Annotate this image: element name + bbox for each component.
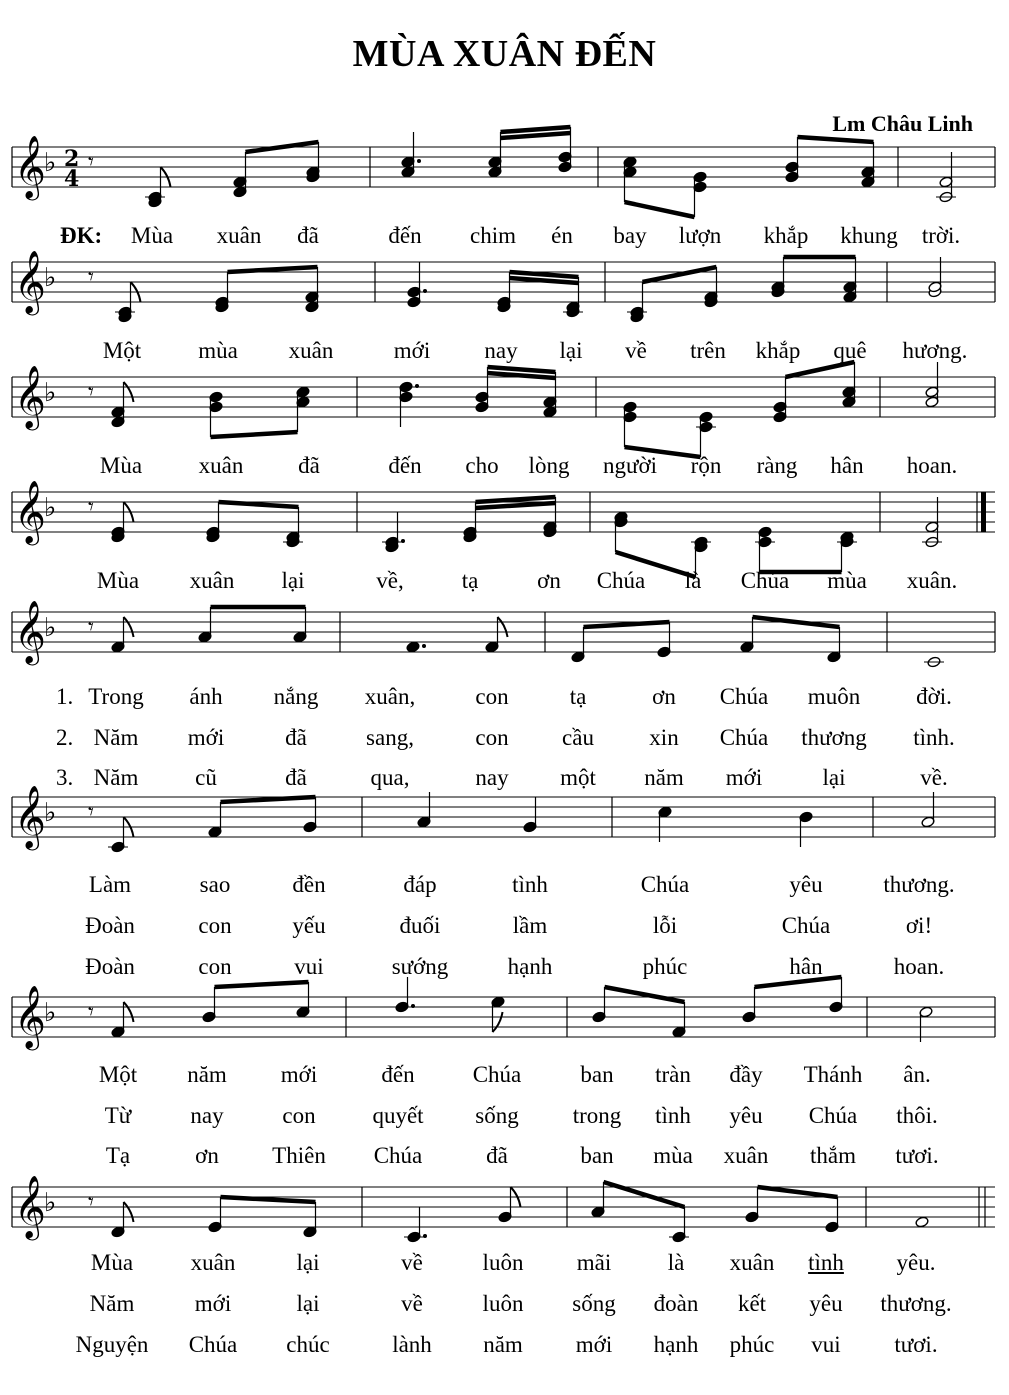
lyric-syllable: năm [644, 765, 684, 790]
dot [422, 644, 426, 648]
lyric-syllable: qua, [370, 765, 410, 790]
notehead [915, 1216, 929, 1228]
lyric-syllable: hân [830, 453, 864, 478]
flat-icon: ♭ [44, 378, 57, 408]
lyric-syllable: kết [737, 1291, 767, 1316]
lyric-syllable: tạ [569, 684, 587, 709]
lyric-syllable: Năm [93, 725, 139, 750]
treble-clef-icon: 𝄞 [14, 365, 46, 428]
lyric-syllable: Chúa [596, 568, 646, 593]
lyric-syllable: xuân [216, 223, 262, 248]
lyric-syllable: lại [281, 568, 305, 593]
lyric-syllable: lượn [678, 223, 722, 248]
lyric-syllable: ơi! [905, 913, 933, 938]
lyric-syllable: người [602, 453, 658, 478]
lyric-syllable: muôn [807, 684, 861, 709]
lyric-syllable: tươi. [895, 1143, 939, 1168]
composer-name: Lm Châu Linh [832, 111, 973, 136]
lyric-syllable: đến [388, 223, 422, 248]
lyric-syllable: yêu [729, 1103, 763, 1128]
treble-clef-icon: 𝄞 [14, 250, 46, 313]
lyric-syllable: xuân. [906, 568, 958, 593]
flag [498, 617, 508, 637]
lyric-syllable: xuân [288, 338, 334, 363]
lyric-syllable: tình [808, 1250, 844, 1275]
dot [423, 1234, 427, 1238]
treble-clef-icon: 𝄞 [14, 135, 46, 198]
lyric-syllable: đền [292, 872, 326, 897]
lyric-syllable: đến [381, 1062, 415, 1087]
lyric-syllable: hân [789, 954, 823, 979]
lyric-syllable: năm [483, 1332, 523, 1357]
lyric-syllable: khắp [763, 223, 809, 248]
lyric-syllable: Chúa [808, 1103, 858, 1128]
flag [124, 617, 134, 637]
verse-number: 3. [56, 765, 74, 790]
lyric-syllable: quê [833, 338, 867, 363]
lyric-syllable: là [667, 1250, 685, 1275]
lyric-syllable: xin [649, 725, 679, 750]
lyric-syllable: Đoàn [85, 913, 135, 938]
time-signature-bottom: 4 [64, 166, 80, 192]
lyric-syllable: cũ [195, 765, 217, 790]
lyric-syllable: xuân [198, 453, 244, 478]
lyric-syllable: ơn [652, 684, 676, 709]
lyric-syllable: về [401, 1250, 423, 1275]
lyric-syllable: phúc [642, 954, 688, 979]
lyric-syllable: con [198, 954, 232, 979]
lyric-syllable: lại [296, 1291, 320, 1316]
lyric-syllable: hương. [902, 338, 968, 363]
dot [401, 539, 405, 543]
lyric-syllable: rộn [690, 453, 722, 478]
lyric-syllable: về, [376, 568, 404, 593]
lyric-syllable: Năm [93, 765, 139, 790]
lyric-syllable: sang, [366, 725, 414, 750]
lyric-syllable: thôi. [896, 1103, 938, 1128]
lyric-syllable: năm [187, 1062, 227, 1087]
lyric-syllable: mới [725, 765, 763, 790]
lyric-syllable: chim [470, 223, 516, 248]
lyric-syllable: chúc [286, 1332, 330, 1357]
lyric-syllable: hạnh [653, 1332, 699, 1357]
lyric-syllable: nay [190, 1103, 224, 1128]
lyric-syllable: ban [580, 1062, 614, 1087]
lyric-syllable: yếu [292, 913, 326, 938]
lyric-syllable: lầm [512, 913, 548, 938]
lyric-syllable: trong [572, 1103, 622, 1128]
lyric-syllable: ơn [195, 1143, 219, 1168]
lyric-syllable: đã [297, 223, 319, 248]
lyric-syllable: Năm [89, 1291, 135, 1316]
lyric-syllable: hoan. [906, 453, 958, 478]
lyric-syllable: thương. [883, 872, 955, 897]
lyric-syllable: Trong [88, 684, 144, 709]
lyric-syllable: Một [102, 338, 142, 363]
beam [643, 267, 717, 282]
lyric-syllable: Chúa [472, 1062, 522, 1087]
beam [211, 432, 298, 437]
lyric-syllable: lỗi [652, 913, 678, 938]
lyric-syllable: Thánh [803, 1062, 863, 1087]
beam [501, 127, 571, 132]
lyric-syllable: ơn [537, 568, 561, 593]
lyric-syllable: đã [285, 765, 307, 790]
notehead [406, 641, 420, 653]
lyric-syllable: Mùa [90, 1250, 134, 1275]
lyric-syllable: Tạ [105, 1143, 131, 1168]
lyric-syllable: xuân [729, 1250, 775, 1275]
lyric-syllable: nay [484, 338, 518, 363]
lyric-syllable: luôn [482, 1250, 524, 1275]
beam [219, 502, 299, 507]
lyric-syllable: tươi. [894, 1332, 938, 1357]
lyric-syllable: con [282, 1103, 316, 1128]
lyric-syllable: lại [822, 765, 846, 790]
song-title: MÙA XUÂN ĐẾN [352, 33, 657, 75]
lyric-syllable: Chúa [640, 872, 690, 897]
lyric-syllable: yêu [789, 872, 823, 897]
lyric-syllable: Một [98, 1062, 138, 1087]
lyric-syllable: thương. [880, 1291, 952, 1316]
lyric-syllable: Thiên [272, 1143, 326, 1168]
lyric-syllable: mùa [198, 338, 238, 363]
dot [415, 384, 419, 388]
lyric-syllable: vui [294, 954, 324, 979]
lyric-syllable: ánh [189, 684, 223, 709]
lyric-syllable: tràn [655, 1062, 691, 1087]
lyric-syllable: khắp [755, 338, 801, 363]
lyric-syllable: phúc [729, 1332, 775, 1357]
beam [605, 987, 685, 1002]
beam [476, 503, 556, 508]
lyric-syllable: tình. [913, 725, 955, 750]
lyric-syllable: đoàn [653, 1291, 699, 1316]
lyric-syllable: yêu [809, 1291, 843, 1316]
beam [758, 1187, 838, 1197]
lyric-syllable: đời. [916, 684, 952, 709]
lyric-syllable: tình [512, 872, 548, 897]
lyric-syllable: vui [811, 1332, 841, 1357]
lyric-syllable: Mùa [96, 568, 140, 593]
lyric-syllable: Đoàn [85, 954, 135, 979]
refrain-label: ĐK: [60, 223, 103, 248]
lyric-syllable: về. [920, 765, 948, 790]
beam [604, 1182, 685, 1207]
lyric-syllable: Chúa [781, 913, 831, 938]
lyric-syllable: ban [580, 1143, 614, 1168]
lyric-syllable: luôn [482, 1291, 524, 1316]
lyric-syllable: sao [199, 872, 231, 897]
lyric-syllable: một [560, 765, 596, 790]
treble-clef-icon: 𝄞 [14, 480, 46, 543]
eighth-rest-icon: 𝄾 [88, 380, 94, 405]
lyric-syllable: Chúa [373, 1143, 423, 1168]
lyric-syllable: đầy [729, 1062, 763, 1087]
beam [584, 622, 670, 627]
beam [228, 267, 318, 272]
flag [493, 1012, 503, 1032]
lyric-syllable: con [475, 725, 509, 750]
lyric-syllable: Làm [88, 872, 132, 897]
treble-clef-icon: 𝄞 [14, 600, 46, 663]
beam [786, 362, 855, 377]
treble-clef-icon: 𝄞 [14, 1175, 46, 1238]
lyric-syllable: ân. [903, 1062, 931, 1087]
treble-clef-icon: 𝄞 [14, 785, 46, 848]
lyric-syllable: cầu [562, 725, 594, 750]
lyric-syllable: Từ [104, 1103, 132, 1128]
eighth-rest-icon: 𝄾 [88, 495, 94, 520]
lyric-syllable: về [625, 338, 647, 363]
beam [476, 497, 556, 502]
lyric-syllable: mới [187, 725, 225, 750]
flat-icon: ♭ [44, 263, 57, 293]
lyric-syllable: lành [392, 1332, 432, 1357]
eighth-rest-icon: 𝄾 [88, 800, 94, 825]
lyric-syllable: đến [388, 453, 422, 478]
lyric-syllable: Nguyện [75, 1332, 149, 1357]
lyric-syllable: én [551, 223, 573, 248]
time-signature-top: 2 [64, 146, 80, 172]
lyric-syllable: thương [801, 725, 867, 750]
flat-icon: ♭ [44, 148, 57, 178]
lyric-syllable: hạnh [507, 954, 553, 979]
flat-icon: ♭ [44, 798, 57, 828]
lyric-syllable: sướng [391, 954, 449, 979]
lyric-syllable: mới [393, 338, 431, 363]
lyric-syllable: mới [280, 1062, 318, 1087]
lyric-syllable: cho [465, 453, 499, 478]
lyric-syllable: mùa [827, 568, 867, 593]
lyric-syllable: mãi [576, 1250, 612, 1275]
eighth-rest-icon: 𝄾 [88, 615, 94, 640]
lyric-syllable: Chúa [719, 684, 769, 709]
flag [124, 1002, 134, 1022]
lyric-syllable: đã [486, 1143, 508, 1168]
flag [124, 1202, 134, 1222]
lyric-syllable: nắng [273, 684, 319, 709]
lyric-syllable: mới [194, 1291, 232, 1316]
lyric-syllable: đã [285, 725, 307, 750]
lyric-syllable: Chúa [188, 1332, 238, 1357]
beam [625, 202, 695, 217]
eighth-rest-icon: 𝄾 [88, 1190, 94, 1215]
final-barline [981, 492, 986, 532]
lyric-syllable: khung [840, 223, 898, 248]
treble-clef-icon: 𝄞 [14, 985, 46, 1048]
lyric-syllable: quyết [372, 1103, 424, 1128]
beam [221, 1197, 316, 1202]
beam [510, 272, 579, 277]
lyric-syllable: hoan. [893, 954, 945, 979]
eighth-rest-icon: 𝄾 [88, 1000, 94, 1025]
flat-icon: ♭ [44, 613, 57, 643]
lyric-syllable: con [475, 684, 509, 709]
lyric-syllable: Mùa [99, 453, 143, 478]
lyric-syllable: Mùa [130, 223, 174, 248]
lyric-syllable: xuân [189, 568, 235, 593]
lyric-syllable: lại [559, 338, 583, 363]
lyric-syllable: sống [475, 1103, 519, 1128]
dot [423, 289, 427, 293]
lyric-syllable: trên [690, 338, 726, 363]
lyric-syllable: trời. [921, 223, 961, 248]
lyric-syllable: tạ [461, 568, 479, 593]
lyric-syllable: sống [572, 1291, 616, 1316]
lyric-syllable: là [684, 568, 702, 593]
lyric-syllable: lại [296, 1250, 320, 1275]
lyric-syllable: về [401, 1291, 423, 1316]
lyric-syllable: bay [613, 223, 647, 248]
lyric-syllable: lòng [528, 453, 570, 478]
flat-icon: ♭ [44, 493, 57, 523]
lyric-syllable: thắm [810, 1143, 856, 1168]
verse-number: 1. [56, 684, 74, 709]
lyric-syllable: nay [475, 765, 509, 790]
lyric-syllable: mùa [653, 1143, 693, 1168]
lyric-syllable: xuân [190, 1250, 236, 1275]
lyric-syllable: xuân, [364, 684, 416, 709]
dot [417, 159, 421, 163]
verse-number: 2. [56, 725, 74, 750]
lyric-syllable: mới [575, 1332, 613, 1357]
lyric-syllable: con [198, 913, 232, 938]
lyric-syllable: Chúa [719, 725, 769, 750]
beam [798, 137, 874, 142]
lyric-syllable: xuân [723, 1143, 769, 1168]
beam [488, 367, 556, 372]
dot [411, 1004, 415, 1008]
eighth-rest-icon: 𝄾 [88, 265, 94, 290]
lyric-syllable: đáp [403, 872, 437, 897]
flat-icon: ♭ [44, 1188, 57, 1218]
lyric-syllable: đã [298, 453, 320, 478]
eighth-rest-icon: 𝄾 [88, 150, 94, 175]
beam [221, 797, 316, 802]
lyric-syllable: đuối [399, 913, 441, 938]
beam [215, 982, 309, 987]
flag [124, 382, 134, 402]
lyric-syllable: ràng [756, 453, 798, 478]
flat-icon: ♭ [44, 998, 57, 1028]
lyric-syllable: tình [655, 1103, 691, 1128]
beam [501, 133, 571, 138]
lyric-syllable: yêu. [896, 1250, 936, 1275]
lyric-syllable: Chúa [740, 568, 790, 593]
